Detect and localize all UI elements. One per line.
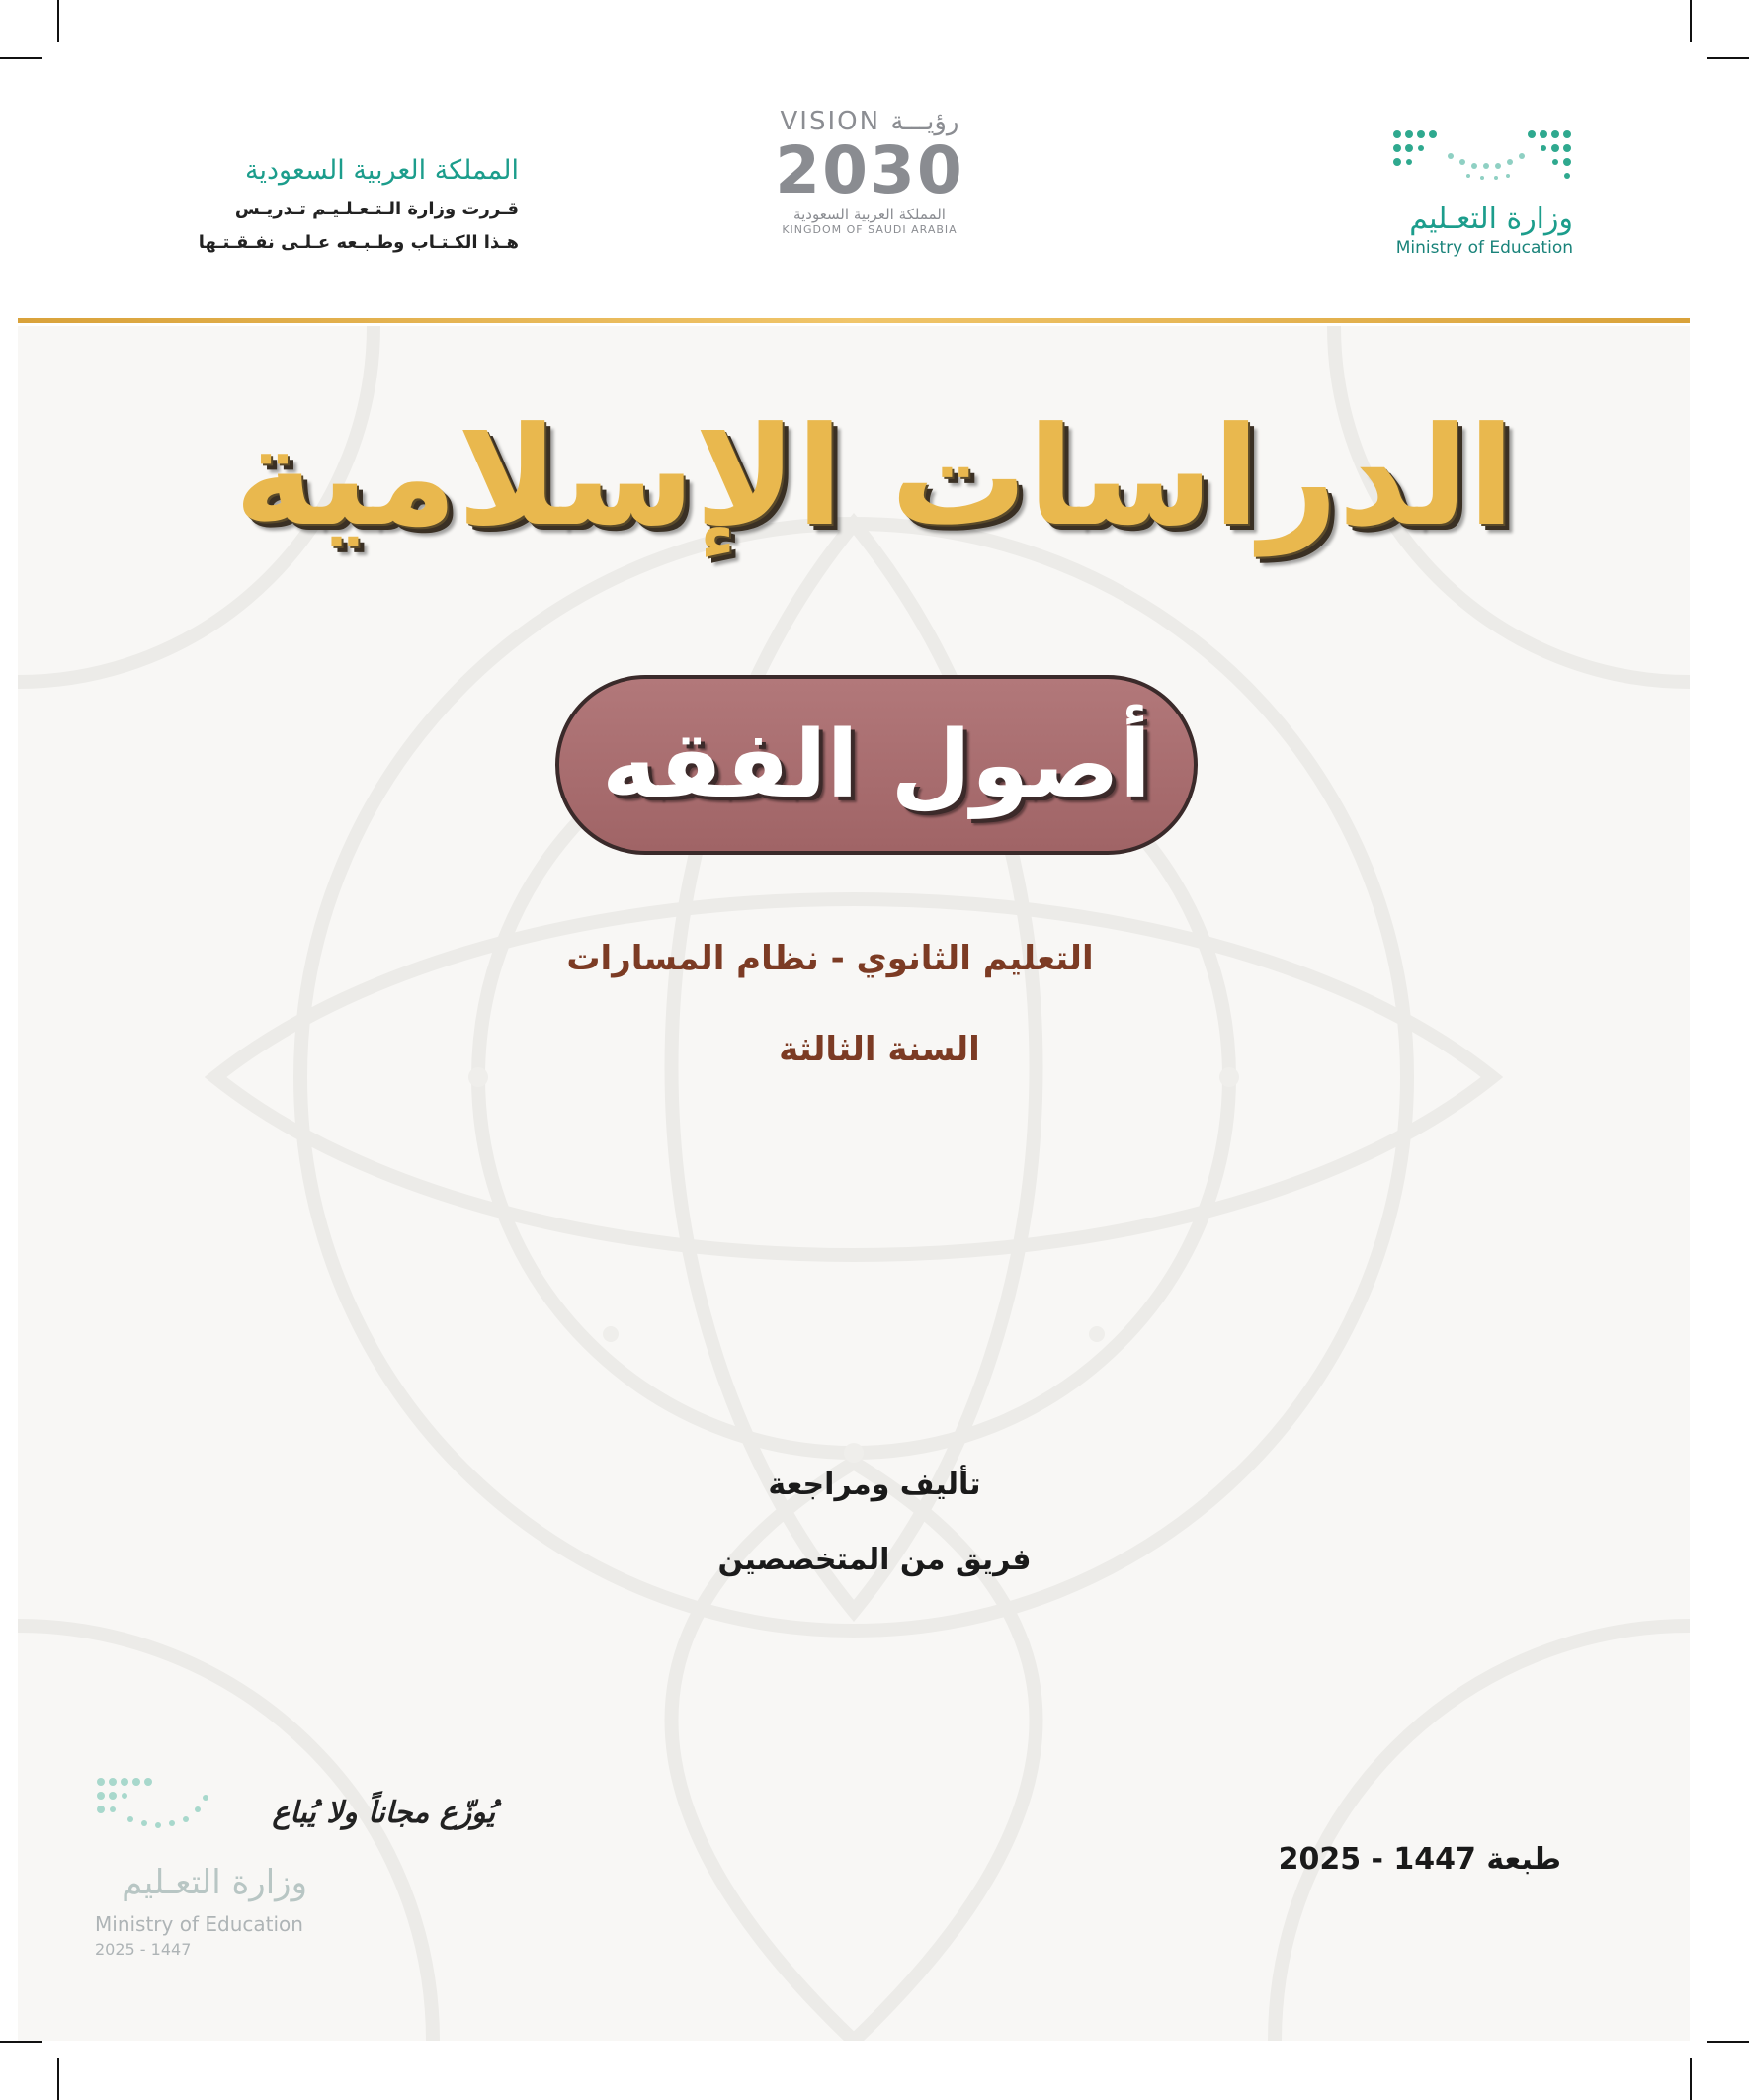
footer-ministry-name-ar: وزارة التعـليم bbox=[122, 1863, 307, 1902]
edition-label: طبعة 1447 - 2025 bbox=[1278, 1842, 1561, 1877]
education-stage: التعليم الثانوي - نظام المسارات bbox=[566, 939, 1094, 978]
ministry-of-education-logo bbox=[1375, 126, 1573, 275]
ministry-name-ar: وزارة التعـليم bbox=[1409, 202, 1573, 236]
authors: فريق من المتخصصين bbox=[717, 1543, 1032, 1577]
kingdom-name: المملكة العربية السعودية bbox=[244, 155, 519, 186]
crop-mark bbox=[57, 0, 59, 42]
crop-mark bbox=[57, 2058, 59, 2100]
ministry-name-en: Ministry of Education bbox=[1395, 238, 1573, 258]
authorship-label: تأليف ومراجعة bbox=[768, 1468, 981, 1502]
school-year: السنة الثالثة bbox=[779, 1030, 980, 1069]
crop-mark bbox=[0, 2041, 42, 2043]
book-title: الدراسات الإسلامية bbox=[234, 397, 1515, 556]
subject-title: أصول الفقه bbox=[601, 711, 1152, 819]
vision-2030-logo bbox=[761, 107, 978, 245]
vision-year: 2030 bbox=[775, 132, 964, 209]
kingdom-approval-block bbox=[148, 153, 519, 260]
approval-line-1: قـررت وزارة الـتـعـلـيـم تـدريـس bbox=[234, 199, 519, 219]
crop-mark bbox=[1690, 2058, 1692, 2100]
vision-subtitle-en: KINGDOM OF SAUDI ARABIA bbox=[782, 223, 958, 236]
footer-year: 2025 - 1447 bbox=[95, 1940, 192, 1959]
free-distribution-slogan: يُوزّع مجاناً ولا يُباع bbox=[272, 1796, 495, 1830]
subject-pill bbox=[555, 675, 1198, 855]
gold-divider bbox=[18, 318, 1690, 323]
moe-dots-icon bbox=[95, 1774, 213, 1839]
crop-mark bbox=[0, 57, 42, 59]
free-distribution-logo bbox=[95, 1774, 495, 1991]
approval-line-2: هـذا الكـتـاب وطـبـعه عـلـى نفـقـتـها bbox=[198, 232, 519, 253]
vision-label: VISION رؤيـــة bbox=[780, 107, 959, 136]
crop-mark bbox=[1707, 2041, 1749, 2043]
crop-mark bbox=[1690, 0, 1692, 42]
crop-mark bbox=[1707, 57, 1749, 59]
vision-subtitle-ar: المملكة العربية السعودية bbox=[793, 206, 946, 223]
footer-ministry-name-en: Ministry of Education bbox=[95, 1912, 303, 1936]
moe-dots-icon bbox=[1391, 126, 1573, 186]
